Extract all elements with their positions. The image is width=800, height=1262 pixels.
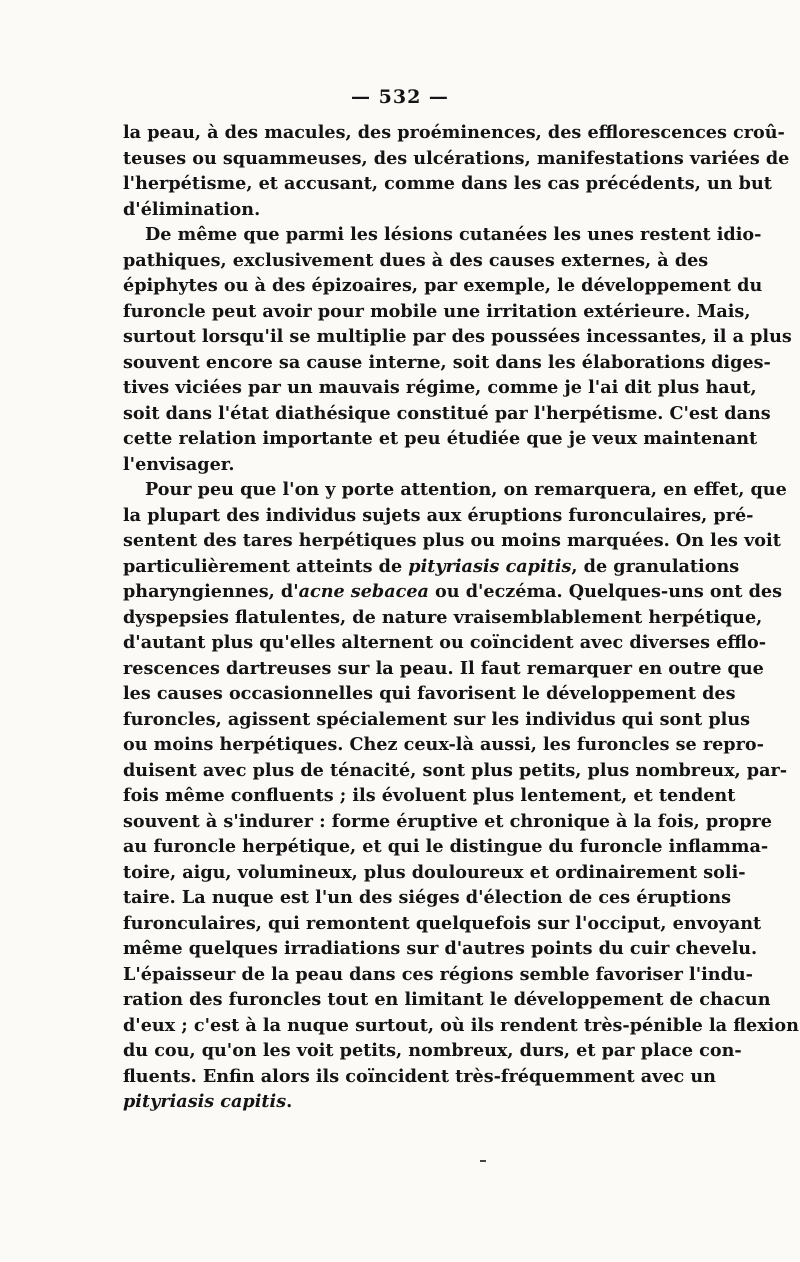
text-line: fois même confluents ; ils évoluent plus lentement, et tendent <box>123 785 736 806</box>
text-line: sentent des tares herpétiques plus ou moins marquées. On les voit <box>123 530 781 551</box>
text-line: souvent à s'indurer : forme éruptive et chronique à la fois, propre <box>123 810 772 832</box>
text-line: les causes occasionnelles qui favorisent le développement des <box>123 683 736 704</box>
text-line: taire. La nuque est l'un des siéges d'élection de ces éruptions <box>123 887 732 908</box>
text-line: soit dans l'état diathésique constitué par l'herpétisme. C'est dans <box>123 402 771 424</box>
text-line: d'autant plus qu'elles alternent ou coïncident avec diverses efflo- <box>123 632 767 653</box>
text-line: teuses ou squammeuses, des ulcérations, manifestations variées de <box>123 147 790 169</box>
text-line: rescences dartreuses sur la peau. Il faut remarquer en outre que <box>123 657 764 679</box>
italic-term: pityriasis capitis <box>123 1091 287 1112</box>
italic-term: acne sebacea <box>298 581 429 602</box>
text-line <box>123 1089 678 1115</box>
text-line <box>123 554 740 580</box>
text-line: furoncles, agissent spécialement sur les individus qui sont plus <box>123 708 751 730</box>
ink-speck <box>480 1160 486 1162</box>
text-line: l'envisager. <box>123 453 235 475</box>
text-line: furonculaires, qui remontent quelquefois sur l'occiput, envoyant <box>123 912 762 934</box>
text-line: du cou, qu'on les voit petits, nombreux, durs, et par place con- <box>123 1040 742 1061</box>
text-line: tives viciées par un mauvais régime, comme je l'ai dit plus haut, <box>123 377 757 398</box>
text-line: au furoncle herpétique, et qui le distingue du furoncle inflamma- <box>123 836 769 857</box>
text-line: d'élimination. <box>123 198 261 220</box>
text-line: pathiques, exclusivement dues à des causes externes, à des <box>123 249 709 271</box>
text-line: ration des furoncles tout en limitant le développement de chacun <box>123 989 771 1010</box>
paragraph-first-line: Pour peu que l'on y porte attention, on remarquera, en effet, que <box>145 479 787 500</box>
paragraph-first-line: De même que parmi les lésions cutanées les unes restent idio- <box>145 224 762 245</box>
text-line: la peau, à des macules, des proéminences, des efflorescences croû- <box>123 122 785 143</box>
text-line: l'herpétisme, et accusant, comme dans les cas précédents, un but <box>123 173 772 194</box>
text-segment: ou d'eczéma. Quelques-uns ont des <box>428 581 783 602</box>
text-line: L'épaisseur de la peau dans ces régions semble favoriser l'indu- <box>123 963 753 985</box>
body-text <box>123 120 799 1115</box>
text-segment: . <box>286 1091 293 1112</box>
text-line: surtout lorsqu'il se multiplie par des poussées incessantes, il a plus <box>123 326 792 347</box>
text-line: même quelques irradiations sur d'autres points du cuir chevelu. <box>123 938 758 959</box>
text-line: souvent encore sa cause interne, soit dans les élaborations diges- <box>123 351 771 373</box>
text-line: dyspepsies flatulentes, de nature vraisemblablement herpétique, <box>123 606 763 628</box>
text-line: la plupart des individus sujets aux éruptions furonculaires, pré- <box>123 504 754 526</box>
text-line: ou moins herpétiques. Chez ceux-là aussi, les furoncles se repro- <box>123 734 764 755</box>
text-line: duisent avec plus de ténacité, sont plus petits, plus nombreux, par- <box>123 759 788 781</box>
text-segment: , de granulations <box>571 555 740 577</box>
italic-term: pityriasis capitis <box>408 555 572 577</box>
text-line: furoncle peut avoir pour mobile une irritation extérieure. Mais, <box>123 300 751 322</box>
text-line: fluents. Enfin alors ils coïncident très-fréquemment avec un <box>123 1065 716 1087</box>
text-line: d'eux ; c'est à la nuque surtout, où ils rendent très-pénible la flexion <box>123 1014 799 1036</box>
text-line: cette relation importante et peu étudiée que je veux maintenant <box>123 428 758 449</box>
text-line: épiphytes ou à des épizoaires, par exemple, le développement du <box>123 275 763 296</box>
text-segment: pharyngiennes, d' <box>123 581 299 602</box>
text-line <box>123 579 783 605</box>
text-line: toire, aigu, volumineux, plus douloureux et ordinairement soli- <box>123 861 746 883</box>
page-number: — 532 — <box>351 86 449 108</box>
text-segment: particulièrement atteints de <box>123 555 409 577</box>
